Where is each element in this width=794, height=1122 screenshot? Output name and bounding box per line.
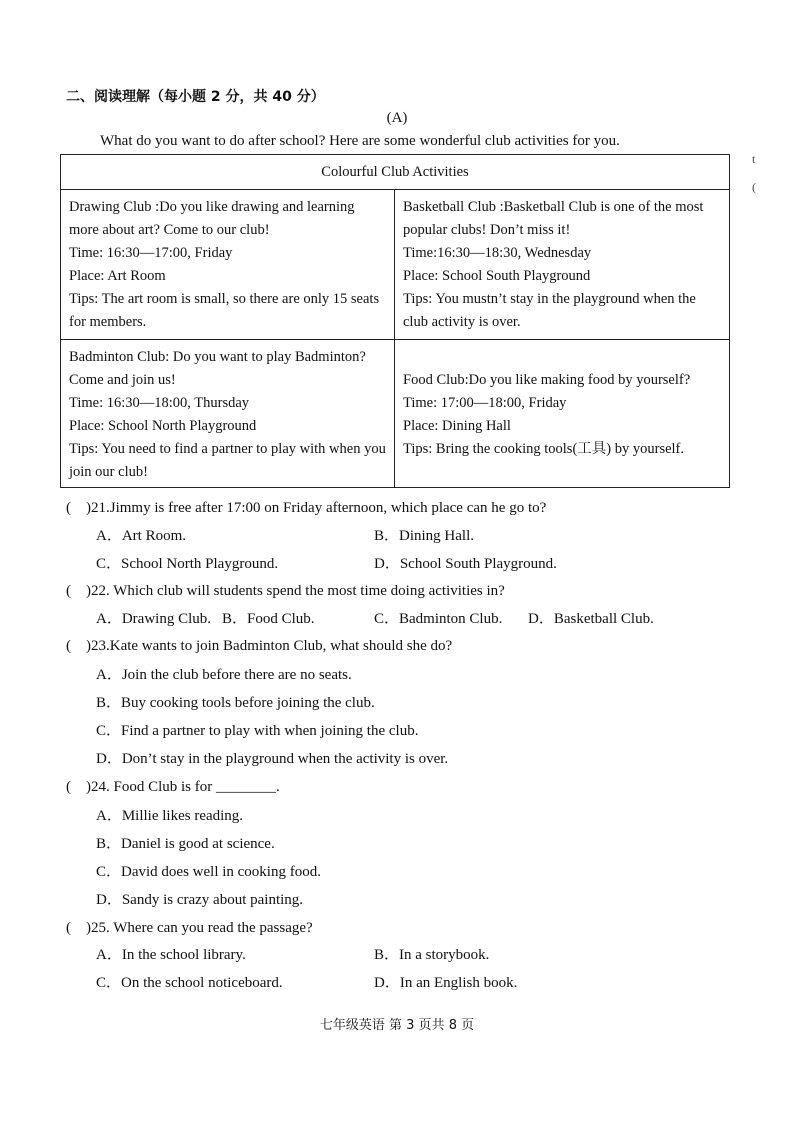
club-tips: Tips: You mustn’t stay in the playground when the club activity is over. <box>403 291 696 330</box>
club-place: Place: Art Room <box>69 268 166 284</box>
club-intro: Drawing Club :Do you like drawing and learning more about art? Come to our club! <box>69 199 355 238</box>
question-22-option-c: C．Badminton Club. <box>374 611 503 627</box>
question-25-option-c: C．On the school noticeboard. <box>96 975 283 991</box>
question-21-option-d: D．School South Playground. <box>374 556 557 572</box>
basketball-club-cell <box>395 190 729 339</box>
question-22-stem: ( )22. Which club will students spend the most time doing activities in? <box>66 583 505 599</box>
question-22-option-b: B．Food Club. <box>222 611 315 627</box>
club-place: Place: Dining Hall <box>403 418 511 434</box>
question-21-stem: ( )21.Jimmy is free after 17:00 on Friday afternoon, which place can he go to? <box>66 500 547 516</box>
section-title: 二、阅读理解（每小题 2 分，共 40 分） <box>66 89 325 105</box>
club-place: Place: School South Playground <box>403 268 591 284</box>
club-time: Time: 17:00—18:00, Friday <box>403 395 567 411</box>
passage-intro: What do you want to do after school? Here are some wonderful club activities for you. <box>100 133 620 149</box>
food-club-cell <box>395 340 729 488</box>
question-25-option-a: A．In the school library. <box>96 947 246 963</box>
club-tips: Tips: You need to find a partner to play with when you join our club! <box>69 441 386 480</box>
page-footer: 七年级英语 第 3 页共 8 页 <box>319 1018 475 1033</box>
club-time: Time: 16:30—17:00, Friday <box>69 245 233 261</box>
table-row <box>61 190 729 340</box>
question-21-option-a: A．Art Room. <box>96 528 187 544</box>
club-time: Time: 16:30—18:00, Thursday <box>69 395 250 411</box>
question-25-stem: ( )25. Where can you read the passage? <box>66 920 313 936</box>
club-tips: Tips: Bring the cooking tools(工具) by yourself. <box>403 441 685 457</box>
question-23-option-c: C．Find a partner to play with when joining the club. <box>96 723 419 739</box>
passage-label: (A) <box>386 110 408 126</box>
question-23-option-d: D．Don’t stay in the playground when the activity is over. <box>96 751 449 767</box>
question-24-stem: ( )24. Food Club is for ________. <box>66 779 280 795</box>
question-23-option-a: A．Join the club before there are no seats. <box>96 667 352 683</box>
question-24-option-d: D．Sandy is crazy about painting. <box>96 892 304 908</box>
edge-mark: t <box>752 152 756 166</box>
question-21-option-b: B．Dining Hall. <box>374 528 474 544</box>
question-24-option-a: A．Millie likes reading. <box>96 808 244 824</box>
club-place: Place: School North Playground <box>69 418 257 434</box>
club-table <box>60 154 730 488</box>
club-intro: Food Club:Do you like making food by yourself? <box>403 372 691 388</box>
club-tips: Tips: The art room is small, so there are only 15 seats for members. <box>69 291 380 330</box>
question-21-option-c: C．School North Playground. <box>96 556 279 572</box>
question-25-option-d: D．In an English book. <box>374 975 518 991</box>
question-23-stem: ( )23.Kate wants to join Badminton Club, what should she do? <box>66 638 453 654</box>
question-24-option-b: B．Daniel is good at science. <box>96 836 275 852</box>
badminton-club-cell <box>61 340 395 488</box>
question-22-option-a: A．Drawing Club. <box>96 611 211 627</box>
table-title: Colourful Club Activities <box>61 155 729 190</box>
question-22-option-d: D．Basketball Club. <box>528 611 654 627</box>
club-intro: Badminton Club: Do you want to play Badminton? Come and join us! <box>69 349 366 388</box>
table-row <box>61 340 729 488</box>
question-24-option-c: C．David does well in cooking food. <box>96 864 321 880</box>
club-time: Time:16:30—18:30, Wednesday <box>403 245 592 261</box>
question-25-option-b: B．In a storybook. <box>374 947 490 963</box>
drawing-club-cell <box>61 190 395 339</box>
question-23-option-b: B．Buy cooking tools before joining the club. <box>96 695 375 711</box>
club-intro: Basketball Club :Basketball Club is one of the most popular clubs! Don’t miss it! <box>403 199 704 238</box>
edge-mark: ( <box>752 180 756 194</box>
